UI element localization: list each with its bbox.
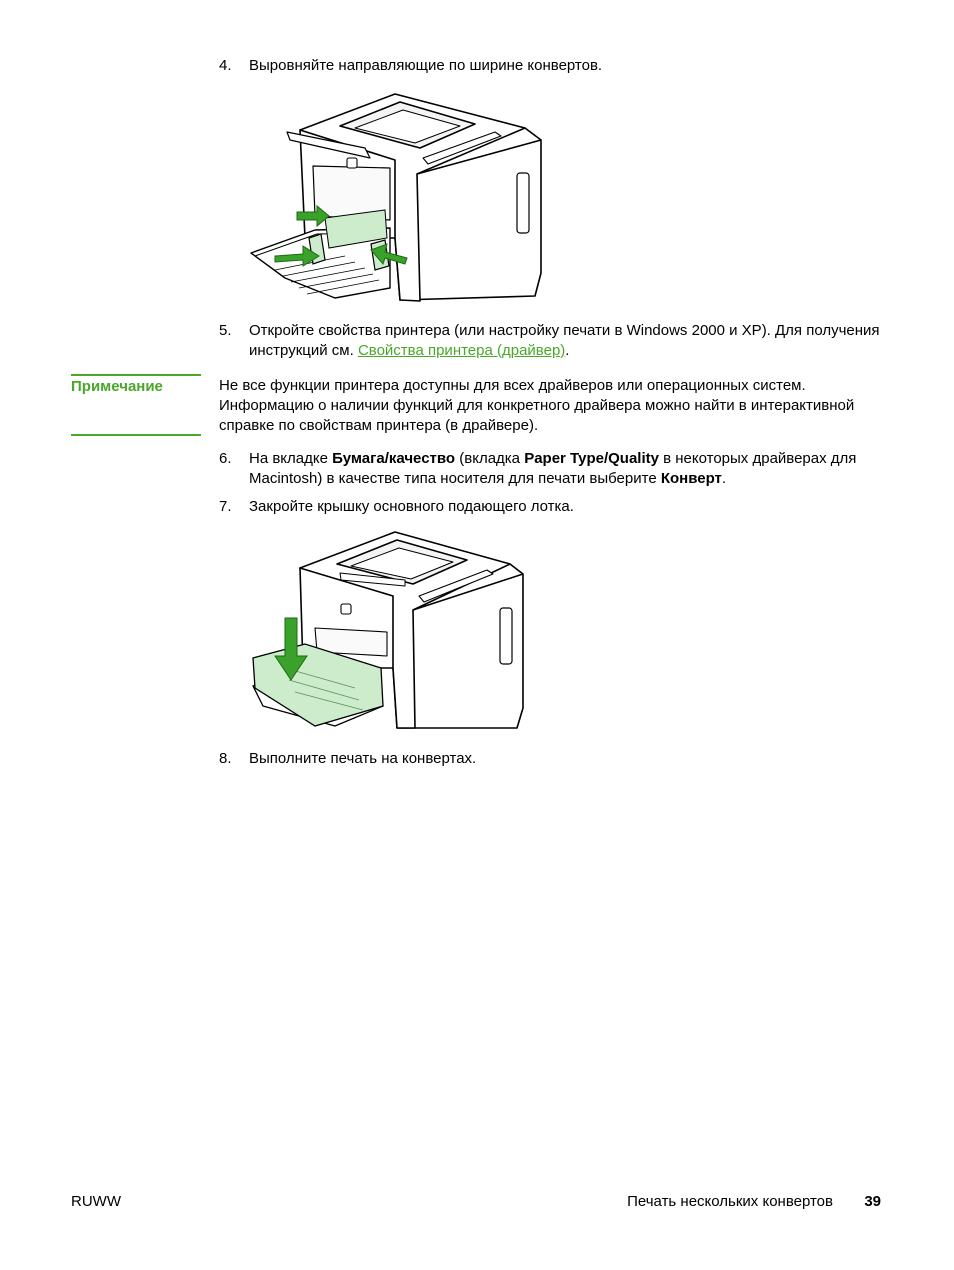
step-text-part: . (721, 470, 727, 487)
note-label: Примечание (71, 378, 163, 395)
tab-name-bold: Бумага/качество (332, 450, 456, 467)
step-text-part: Откройте свойства принтера (или настройку печати в Windows 2000 и XP). Для получения инструкций см. (249, 322, 880, 359)
footer-page-number: 39 (864, 1193, 881, 1210)
printer-close-tray-illustration (245, 528, 530, 733)
note-bottom-rule (71, 434, 201, 436)
footer-section-title: Печать нескольких конвертов (627, 1193, 833, 1210)
printer-properties-link[interactable]: Свойства принтера (драйвер) (357, 342, 566, 359)
step-text: Выполните печать на конвертах. (249, 750, 477, 767)
step-text: Закройте крышку основного подающего лотка. (249, 498, 574, 515)
footer-doc-id: RUWW (71, 1193, 121, 1210)
step-number: 8. (219, 750, 232, 767)
step-text-part: в некоторых драйверах для Macintosh) в качестве типа носителя для печати выберите (249, 450, 857, 487)
step-number: 7. (219, 498, 232, 515)
step-text-part: На вкладке (249, 450, 333, 467)
step-text-part: . (565, 342, 570, 359)
step-number: 4. (219, 57, 232, 74)
step-number: 5. (219, 322, 232, 339)
step-text (249, 321, 889, 361)
printer-guides-illustration (245, 88, 550, 308)
step-text-part: (вкладка (455, 450, 525, 467)
media-type-bold: Конверт (660, 470, 722, 487)
tab-name-mac-bold: Paper Type/Quality (524, 450, 659, 467)
step-text (249, 449, 889, 489)
step-text: Выровняйте направляющие по ширине конвертов. (249, 57, 603, 74)
note-top-rule (71, 374, 201, 376)
note-text: Не все функции принтера доступны для всех драйверов или операционных систем. Информацию о наличии функций для конкретного драйвера можно найти в интерактивной справке по свойствам принтера (в драйвере). (219, 377, 855, 434)
step-number: 6. (219, 450, 232, 467)
